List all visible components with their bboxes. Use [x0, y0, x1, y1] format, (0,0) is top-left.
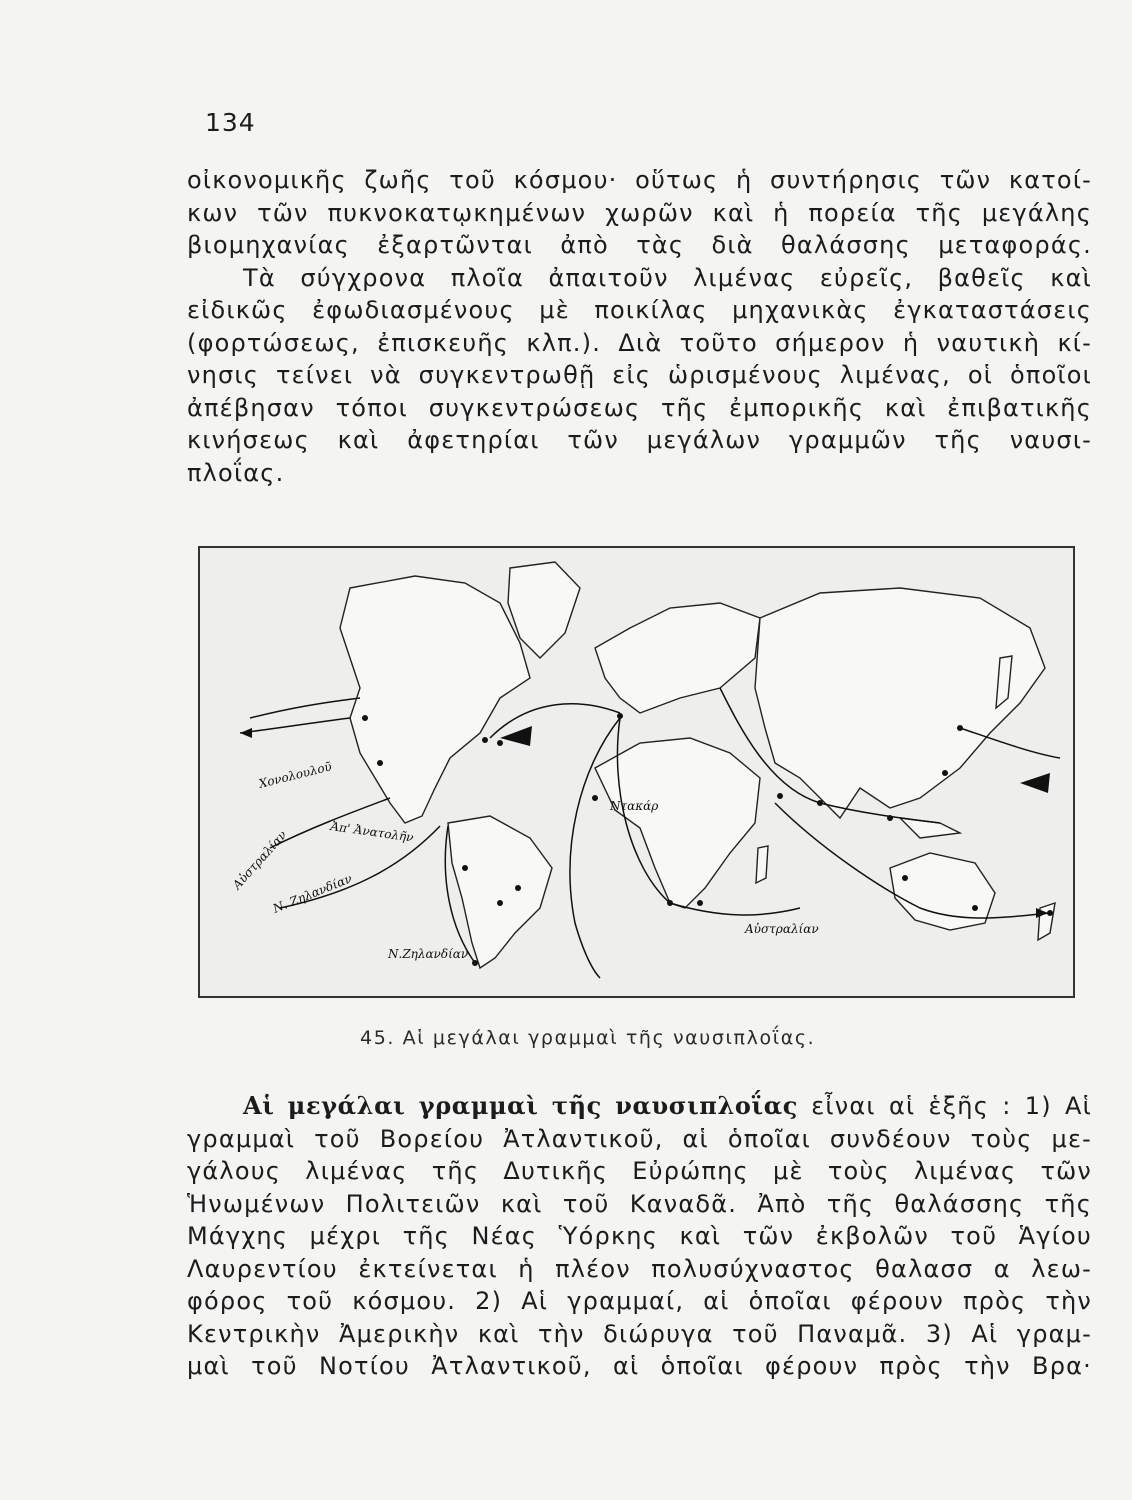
port-marker [515, 885, 521, 891]
text-line: βιομηχανίας ἐξαρτῶνται ἀπὸ τὰς διὰ θαλάσσης μεταφοράς. [187, 231, 1092, 259]
bold-heading: Αἱ μεγάλαι γραμμαὶ τῆς ναυσιπλοΐας [243, 1091, 798, 1120]
route-north-pacific [250, 698, 360, 718]
text-line: ἀπέβησαν τόποι συγκεντρώσεως τῆς ἐμπορικῆς καὶ ἐπιβατικῆς [187, 393, 1092, 422]
text-line: Τὰ σύγχρονα πλοῖα ἀπαιτοῦν λιμένας εὐρεῖς, βαθεῖς καὶ [243, 263, 1092, 292]
europe [595, 603, 760, 713]
port-marker [902, 875, 908, 881]
landmasses [340, 562, 1055, 968]
text-line: κινήσεως καὶ ἀφετηρίαι τῶν μεγάλων γραμμῶν τῆς ναυσι- [187, 426, 1092, 454]
port-marker [887, 815, 893, 821]
text-line: γάλους λιμένας τῆς Δυτικῆς Εὐρώπης μὲ τοὺς λιμένας τῶν [187, 1157, 1092, 1185]
port-marker [362, 715, 368, 721]
port-marker [777, 793, 783, 799]
label-ntakar: Ντακάρ [610, 799, 659, 813]
arrow-honolulu [240, 728, 252, 738]
text-line: μαὶ τοῦ Νοτίου Ἀτλαντικοῦ, αἱ ὁποῖαι φέρουν πρὸς τὴν Βρα· [187, 1352, 1092, 1380]
port-marker [1047, 910, 1053, 916]
lead-rest: εἶναι αἱ ἑξῆς : 1) Αἱ [798, 1092, 1092, 1120]
paragraph-1 [187, 164, 1092, 489]
arrow-east-pacific [1020, 773, 1050, 793]
label-chonolulu: Χονολουλοῦ [257, 759, 334, 791]
africa [595, 738, 760, 908]
text-line: κων τῶν πυκνοκατῳκημένων χωρῶν καὶ ἡ πορεία τῆς μεγάλης [187, 198, 1092, 227]
port-marker [667, 900, 673, 906]
port-marker [957, 725, 963, 731]
port-marker [482, 737, 488, 743]
text-line: φόρος τοῦ κόσμου. 2) Αἱ γραμμαί, αἱ ὁποῖαι φέρουν πρὸς τὴν [187, 1287, 1092, 1315]
port-marker [972, 905, 978, 911]
text-line: (φορτώσεως, ἐπισκευῆς κλπ.). Διὰ τοῦτο σήμερον ἡ ναυτικὴ κί- [187, 328, 1092, 357]
label-n-zilandian-left: Ν. Ζηλανδίαν [270, 871, 355, 916]
port-marker [617, 713, 623, 719]
label-n-zilandian-bottom: Ν.Ζηλανδίαν [388, 947, 469, 961]
text-line: πλοΐας. [187, 458, 285, 487]
port-marker [472, 960, 478, 966]
madagascar [756, 846, 768, 883]
port-marker [497, 740, 503, 746]
page-number: 134 [205, 108, 256, 137]
text-line: νησις τείνει νὰ συγκεντρωθῇ εἰς ὡρισμένους λιμένας, οἱ ὁποῖοι [187, 361, 1092, 389]
port-marker [817, 800, 823, 806]
label-apo-anatolin: Ἀπ' Ἀνατολῆν [329, 819, 415, 845]
label-australian-right: Αὐστραλίαν [745, 922, 819, 936]
text-line: γραμμαὶ τοῦ Βορείου Ἀτλαντικοῦ, αἱ ὁποῖαι συνδέουν τοὺς με- [187, 1124, 1092, 1153]
port-marker [377, 760, 383, 766]
port-marker [592, 795, 598, 801]
arrow-west-atlantic [500, 726, 532, 746]
text-line: οἰκονομικῆς ζωῆς τοῦ κόσμου· οὕτως ἡ συντήρησις τῶν κατοί- [187, 166, 1092, 194]
port-marker [697, 900, 703, 906]
paragraph-2 [187, 1090, 1092, 1383]
text-line: Κεντρικὴν Ἀμερικὴν καὶ τὴν διώρυγα τοῦ Παναμᾶ. 3) Αἱ γραμ- [187, 1319, 1092, 1348]
route-south-atlantic [570, 718, 620, 978]
port-marker [497, 900, 503, 906]
text-line: εἰδικῶς ἐφωδιασμένους μὲ ποικίλας μηχανικὰς ἐγκαταστάσεις [187, 296, 1092, 324]
text-line: Ἡνωμένων Πολιτειῶν καὶ τοῦ Καναδᾶ. Ἀπὸ τῆς θαλάσσης τῆς [187, 1189, 1092, 1218]
port-marker [942, 770, 948, 776]
route-honolulu [240, 718, 350, 733]
text-line: Λαυρεντίου ἐκτείνεται ἡ πλέον πολυσύχναστος θαλασσ α λεω- [187, 1254, 1092, 1283]
new-zealand [1038, 903, 1055, 940]
text-line: Μάγχης μέχρι τῆς Νέας Ὑόρκης καὶ τῶν ἐκβολῶν τοῦ Ἁγίου [187, 1222, 1092, 1250]
label-australian-left: Αὐστραλίαν [229, 827, 290, 893]
shipping-routes-map [198, 546, 1075, 998]
text-line-lead [187, 1090, 1092, 1123]
north-america [340, 576, 530, 823]
figure-caption: 45. Αἱ μεγάλαι γραμμαὶ τῆς ναυσιπλοΐας. [360, 1027, 816, 1049]
world-map-graphic [200, 548, 1073, 996]
port-marker [462, 865, 468, 871]
route-north-atlantic [490, 704, 620, 738]
